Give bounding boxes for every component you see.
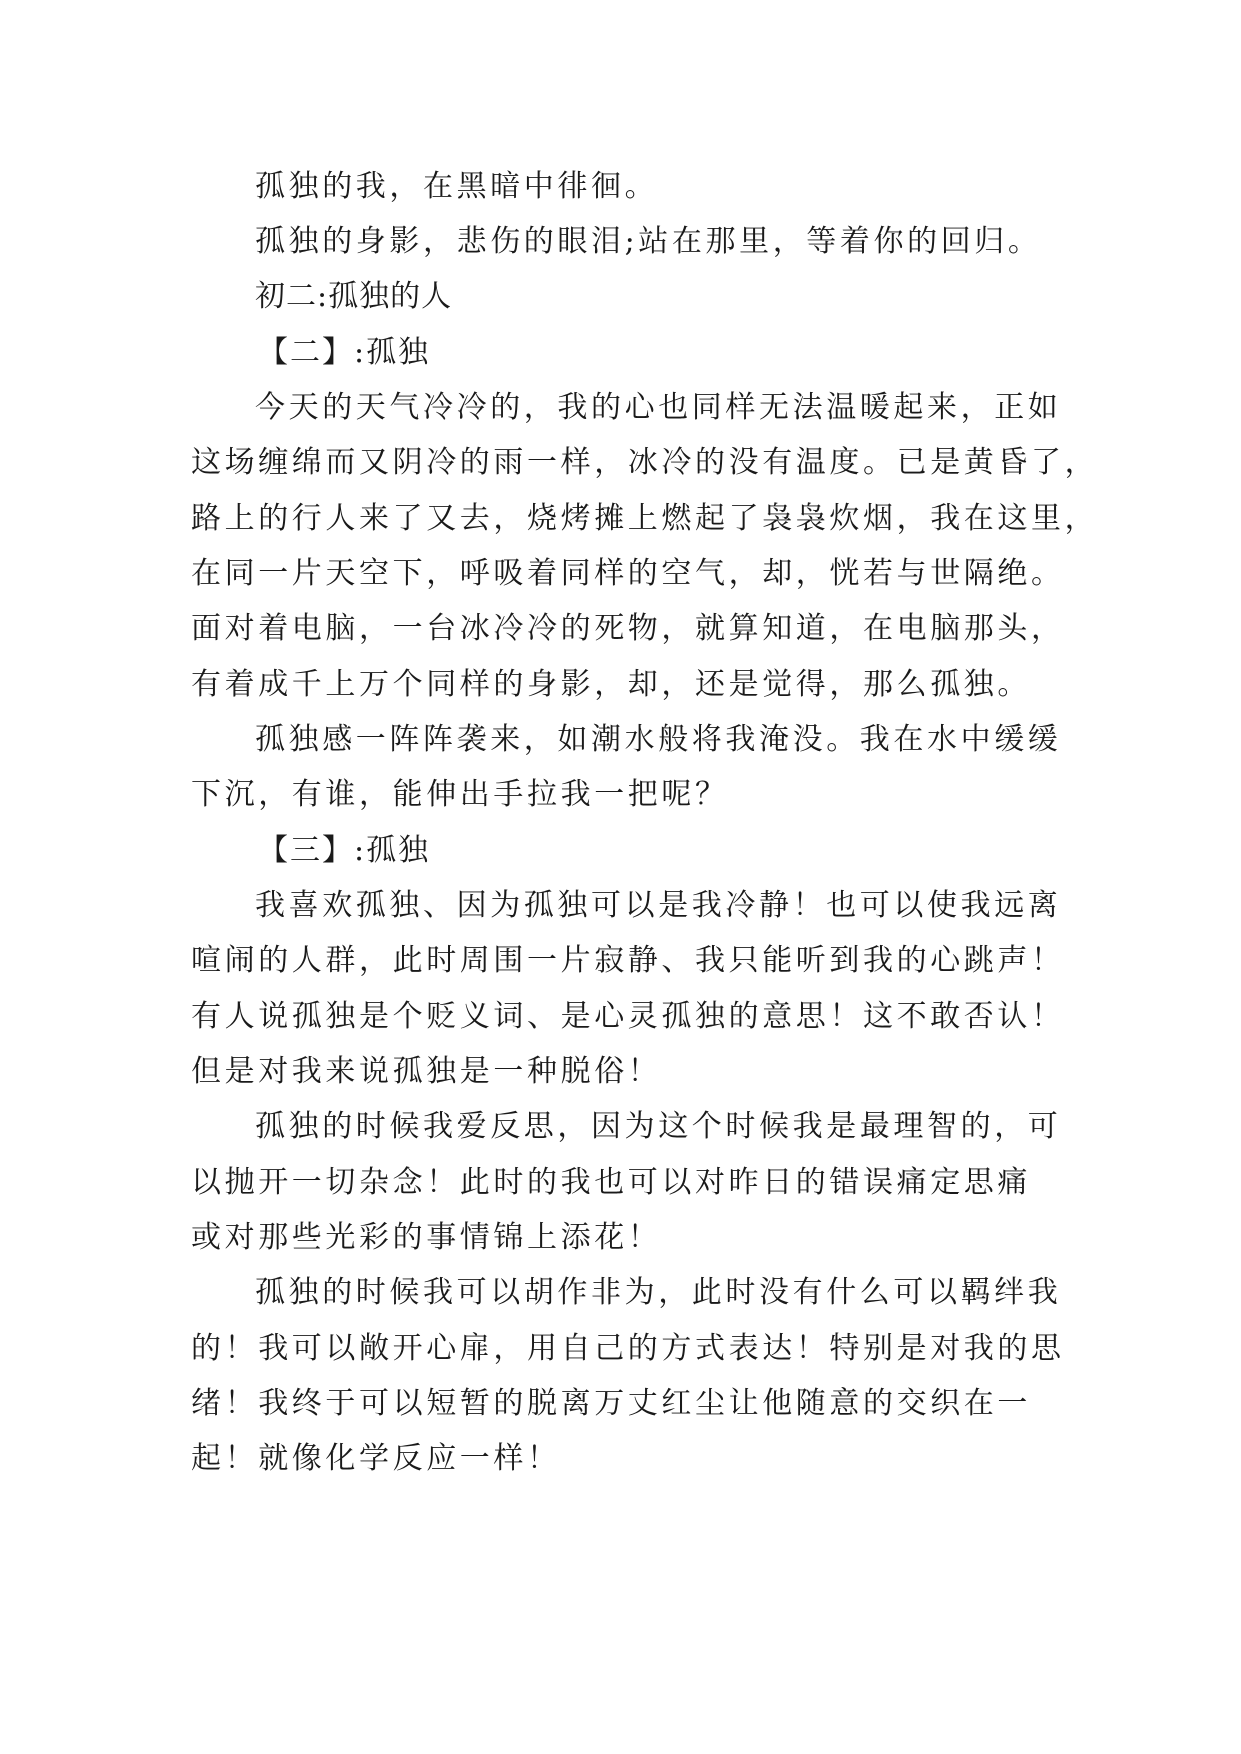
- paragraph-line: 孤独的身影，悲伤的眼泪;站在那里，等着你的回归。: [255, 224, 1042, 259]
- paragraph-line: 孤独的时候我可以胡作非为，此时没有什么可以羁绊我: [255, 1275, 1062, 1310]
- paragraph-line: 路上的行人来了又去，烧烤摊上燃起了袅袅炊烟，我在这里，: [191, 501, 1099, 536]
- section-heading: 初二:孤独的人: [255, 279, 453, 314]
- paragraph-line: 喧闹的人群，此时周围一片寂静、我只能听到我的心跳声！: [191, 943, 1065, 978]
- section-heading: 【三】:孤独: [258, 833, 431, 868]
- paragraph-line: 这场缠绵而又阴冷的雨一样，冰冷的没有温度。已是黄昏了，: [191, 445, 1099, 480]
- paragraph-line: 有着成千上万个同样的身影，却，还是觉得，那么孤独。: [191, 667, 1031, 702]
- paragraph-line: 的！我可以敞开心扉，用自己的方式表达！特别是对我的思: [191, 1331, 1065, 1366]
- paragraph-line: 我喜欢孤独、因为孤独可以是我冷静！也可以使我远离: [255, 888, 1062, 923]
- paragraph-line: 孤独的我，在黑暗中徘徊。: [255, 169, 659, 204]
- paragraph-line: 面对着电脑，一台冰冷冷的死物，就算知道，在电脑那头，: [191, 611, 1065, 646]
- paragraph-line: 孤独感一阵阵袭来，如潮水般将我淹没。我在水中缓缓: [255, 722, 1062, 757]
- paragraph-line: 有人说孤独是个贬义词、是心灵孤独的意思！这不敢否认！: [191, 999, 1065, 1034]
- paragraph-line: 但是对我来说孤独是一种脱俗！: [191, 1054, 662, 1089]
- paragraph-line: 今天的天气冷冷的，我的心也同样无法温暖起来，正如: [255, 390, 1062, 425]
- paragraph-line: 起！就像化学反应一样！: [191, 1441, 561, 1476]
- paragraph-line: 在同一片天空下，呼吸着同样的空气，却，恍若与世隔绝。: [191, 556, 1065, 591]
- paragraph-line: 下沉，有谁，能伸出手拉我一把呢？: [191, 777, 729, 812]
- section-heading: 【二】:孤独: [258, 335, 431, 370]
- paragraph-line: 以抛开一切杂念！此时的我也可以对昨日的错误痛定思痛: [191, 1165, 1031, 1200]
- paragraph-line: 或对那些光彩的事情锦上添花！: [191, 1220, 662, 1255]
- paragraph-line: 孤独的时候我爱反思，因为这个时候我是最理智的，可: [255, 1109, 1062, 1144]
- paragraph-line: 绪！我终于可以短暂的脱离万丈红尘让他随意的交织在一: [191, 1386, 1031, 1421]
